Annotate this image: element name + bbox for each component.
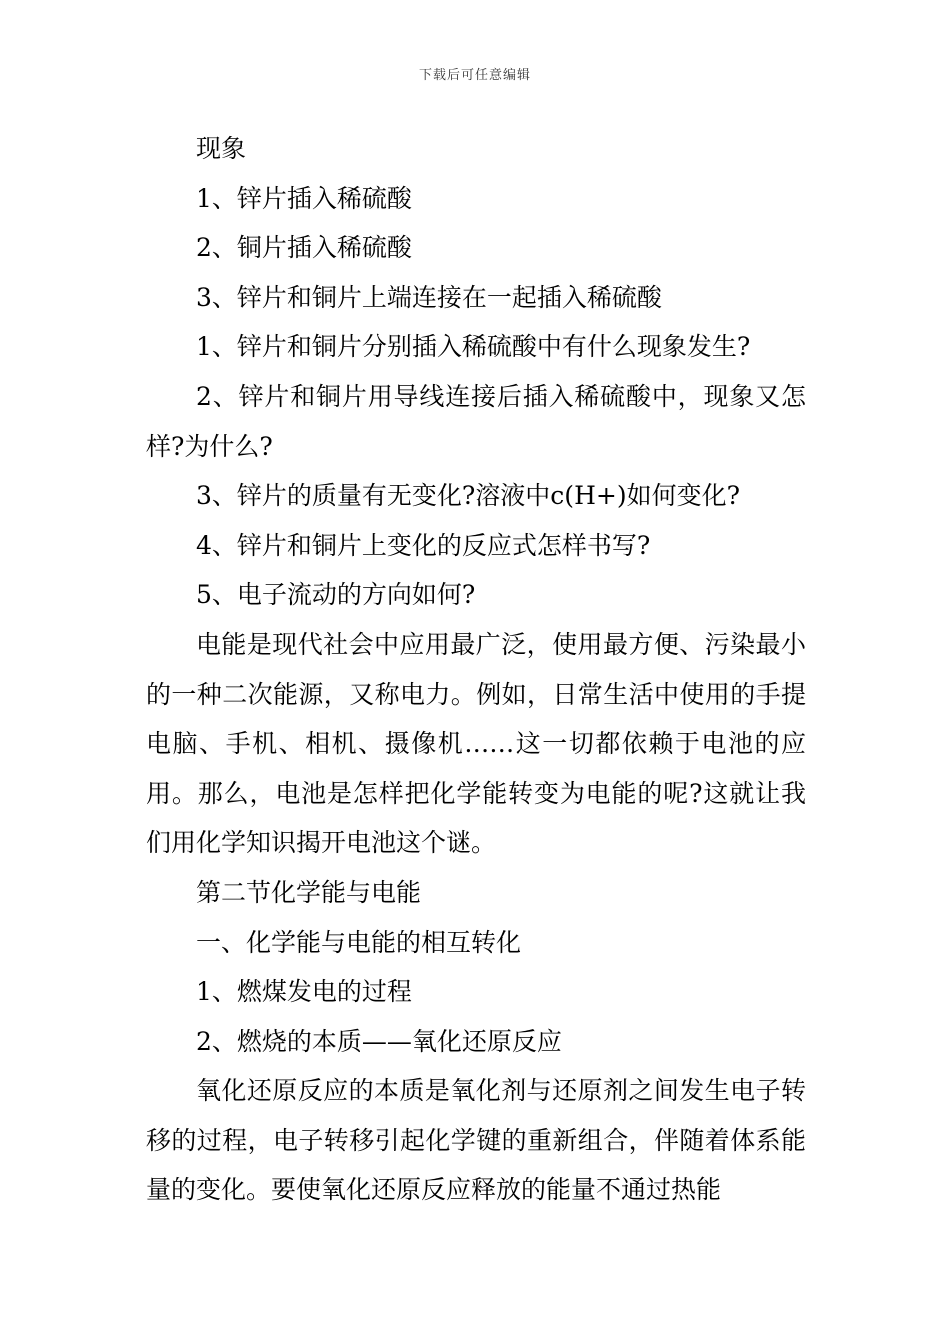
section-title: 第二节化学能与电能	[196, 877, 422, 907]
paragraph-question-4: 4、锌片和铜片上变化的反应式怎样书写?	[196, 530, 651, 560]
paragraph-question-5: 5、电子流动的方向如何?	[196, 580, 476, 610]
paragraph-redox-explanation: 氧化还原反应的本质是氧化剂与还原剂之间发生电子转移的过程，电子转移引起化学键的重新组合，伴随着体系能量的变化。要使氧化还原反应释放的能量不通过热能	[146, 1076, 806, 1205]
paragraph-question-3: 3、锌片的质量有无变化?溶液中c(H+)如何变化?	[196, 481, 740, 511]
list-item-coal-power: 1、燃煤发电的过程	[196, 977, 412, 1007]
paragraph-question-1: 1、锌片和铜片分别插入稀硫酸中有什么现象发生?	[196, 332, 751, 362]
paragraph-experiment-3: 3、锌片和铜片上端连接在一起插入稀硫酸	[196, 282, 662, 312]
paragraph-introduction: 电能是现代社会中应用最广泛，使用最方便、污染最小的一种二次能源，又称电力。例如，日常生活中使用的手提电脑、手机、相机、摄像机……这一切都依赖于电池的应用。那么，电池是怎样把化学能转变为电能的呢?这就让我们用化学知识揭开电池这个谜。	[146, 629, 806, 858]
subsection-title: 一、化学能与电能的相互转化	[196, 927, 522, 957]
paragraph-experiment-1: 1、锌片插入稀硫酸	[196, 183, 412, 213]
header-note: 下载后可任意编辑	[418, 68, 531, 83]
document-body	[146, 124, 806, 1215]
paragraph-question-2: 2、锌片和铜片用导线连接后插入稀硫酸中，现象又怎样?为什么?	[146, 381, 806, 461]
list-item-combustion-essence: 2、燃烧的本质——氧化还原反应	[196, 1026, 562, 1056]
paragraph-phenomenon-heading: 现象	[196, 134, 247, 163]
paragraph-experiment-2: 2、铜片插入稀硫酸	[196, 233, 412, 263]
